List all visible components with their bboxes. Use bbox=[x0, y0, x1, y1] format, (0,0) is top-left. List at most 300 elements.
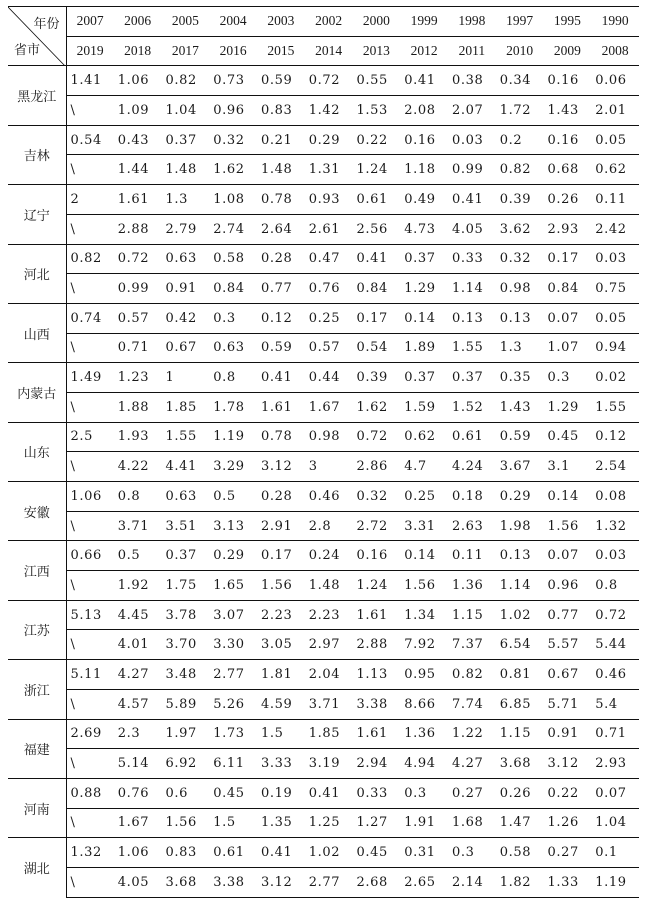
table-row-bottom bbox=[8, 333, 639, 363]
table-cell: 1.62 bbox=[353, 392, 401, 422]
table-cell: 3.68 bbox=[496, 749, 544, 779]
table-cell: 6.54 bbox=[496, 630, 544, 660]
table-cell: 2.56 bbox=[353, 214, 401, 244]
table-row-top bbox=[8, 482, 639, 512]
table-cell: 6.92 bbox=[162, 749, 210, 779]
table-cell: 1 bbox=[162, 363, 210, 393]
table-cell: 0.45 bbox=[353, 838, 401, 868]
table-cell: 0.33 bbox=[448, 244, 496, 274]
table-cell: 3.13 bbox=[209, 511, 257, 541]
table-cell: 1.34 bbox=[400, 600, 448, 630]
table-cell: 0.62 bbox=[591, 155, 639, 185]
table-cell: 0.31 bbox=[400, 838, 448, 868]
table-cell: 0.74 bbox=[66, 303, 114, 333]
table-cell: 2.04 bbox=[305, 660, 353, 690]
province-label: 吉林 bbox=[8, 125, 66, 184]
table-cell: 1.61 bbox=[353, 600, 401, 630]
table-cell: 1.04 bbox=[591, 808, 639, 838]
table-cell: 0.14 bbox=[400, 541, 448, 571]
table-cell: 0.07 bbox=[544, 303, 592, 333]
table-cell: 1.55 bbox=[448, 333, 496, 363]
table-cell: 2.07 bbox=[448, 96, 496, 126]
year-header-top: 1998 bbox=[448, 7, 496, 37]
table-cell: 0.03 bbox=[448, 125, 496, 155]
table-row-top bbox=[8, 600, 639, 630]
year-header-top: 2004 bbox=[209, 7, 257, 37]
table-cell: 1.52 bbox=[448, 392, 496, 422]
table-cell: 5.26 bbox=[209, 689, 257, 719]
table-cell: 2.65 bbox=[400, 867, 448, 897]
table-cell: 0.72 bbox=[114, 244, 162, 274]
year-header-top: 2002 bbox=[305, 7, 353, 37]
table-cell: 1.23 bbox=[114, 363, 162, 393]
table-cell: 0.16 bbox=[353, 541, 401, 571]
table-cell: 1.09 bbox=[114, 96, 162, 126]
table-cell: 1.42 bbox=[305, 96, 353, 126]
table-cell: 0.3 bbox=[209, 303, 257, 333]
year-header-bottom: 2008 bbox=[591, 36, 639, 66]
table-cell: 0.8 bbox=[591, 571, 639, 601]
table-cell: 0.83 bbox=[162, 838, 210, 868]
table-cell: 1.48 bbox=[162, 155, 210, 185]
table-row-bottom bbox=[8, 274, 639, 304]
table-cell: 3.38 bbox=[353, 689, 401, 719]
table-cell: \ bbox=[66, 630, 114, 660]
table-cell: 1.14 bbox=[496, 571, 544, 601]
table-cell: 1.67 bbox=[305, 392, 353, 422]
table-cell: 1.02 bbox=[496, 600, 544, 630]
table-row-top bbox=[8, 66, 639, 96]
table-cell: 1.56 bbox=[162, 808, 210, 838]
table-cell: 0.59 bbox=[257, 333, 305, 363]
year-header-top: 1999 bbox=[400, 7, 448, 37]
table-cell: 2.23 bbox=[305, 600, 353, 630]
table-cell: 0.57 bbox=[305, 333, 353, 363]
table-cell: 1.48 bbox=[257, 155, 305, 185]
table-cell: 1.89 bbox=[400, 333, 448, 363]
province-label: 江西 bbox=[8, 541, 66, 600]
table-cell: 1.61 bbox=[257, 392, 305, 422]
table-cell: 0.84 bbox=[209, 274, 257, 304]
table-cell: 0.33 bbox=[353, 778, 401, 808]
year-header-top: 2006 bbox=[114, 7, 162, 37]
table-cell: 1.24 bbox=[353, 155, 401, 185]
year-header-bottom: 2013 bbox=[353, 36, 401, 66]
table-cell: 3.48 bbox=[162, 660, 210, 690]
table-cell: \ bbox=[66, 333, 114, 363]
table-cell: 0.05 bbox=[591, 125, 639, 155]
table-cell: 0.3 bbox=[544, 363, 592, 393]
table-cell: 0.67 bbox=[544, 660, 592, 690]
table-cell: 0.16 bbox=[544, 66, 592, 96]
table-cell: 0.26 bbox=[544, 185, 592, 215]
table-cell: 4.59 bbox=[257, 689, 305, 719]
table-cell: 3.07 bbox=[209, 600, 257, 630]
table-cell: 6.11 bbox=[209, 749, 257, 779]
table-cell: 2.93 bbox=[544, 214, 592, 244]
table-cell: 1.36 bbox=[400, 719, 448, 749]
table-cell: 3.67 bbox=[496, 452, 544, 482]
year-header-top: 2003 bbox=[257, 7, 305, 37]
table-cell: 1.19 bbox=[591, 867, 639, 897]
table-cell: 1.56 bbox=[544, 511, 592, 541]
table-cell: 1.68 bbox=[448, 808, 496, 838]
table-cell: 0.68 bbox=[544, 155, 592, 185]
table-cell: 1.41 bbox=[66, 66, 114, 96]
table-cell: 0.11 bbox=[448, 541, 496, 571]
table-cell: 0.76 bbox=[114, 778, 162, 808]
table-cell: 0.03 bbox=[591, 541, 639, 571]
table-cell: 1.29 bbox=[544, 392, 592, 422]
year-header-top: 1995 bbox=[544, 7, 592, 37]
province-label: 江苏 bbox=[8, 600, 66, 659]
table-cell: 2.86 bbox=[353, 452, 401, 482]
table-cell: 2.8 bbox=[305, 511, 353, 541]
corner-cell bbox=[8, 7, 66, 66]
table-cell: 0.07 bbox=[591, 778, 639, 808]
table-cell: 0.58 bbox=[209, 244, 257, 274]
table-cell: 1.44 bbox=[114, 155, 162, 185]
table-cell: 1.78 bbox=[209, 392, 257, 422]
table-cell: 0.54 bbox=[66, 125, 114, 155]
table-cell: 1.61 bbox=[114, 185, 162, 215]
table-cell: 2.5 bbox=[66, 422, 114, 452]
table-cell: 2.69 bbox=[66, 719, 114, 749]
table-cell: 1.97 bbox=[162, 719, 210, 749]
table-cell: 0.46 bbox=[305, 482, 353, 512]
province-label: 山东 bbox=[8, 422, 66, 481]
table-cell: 0.63 bbox=[162, 244, 210, 274]
table-cell: 2.97 bbox=[305, 630, 353, 660]
table-cell: 0.43 bbox=[114, 125, 162, 155]
table-cell: 0.17 bbox=[353, 303, 401, 333]
table-cell: \ bbox=[66, 274, 114, 304]
table-cell: 2.68 bbox=[353, 867, 401, 897]
table-cell: 0.3 bbox=[400, 778, 448, 808]
table-cell: 4.22 bbox=[114, 452, 162, 482]
table-cell: 0.32 bbox=[209, 125, 257, 155]
table-cell: 0.1 bbox=[591, 838, 639, 868]
table-row-bottom bbox=[8, 452, 639, 482]
table-cell: 5.13 bbox=[66, 600, 114, 630]
table-cell: 0.12 bbox=[591, 422, 639, 452]
table-cell: 0.19 bbox=[257, 778, 305, 808]
table-cell: 2.54 bbox=[591, 452, 639, 482]
year-header-bottom: 2018 bbox=[114, 36, 162, 66]
table-cell: 3.38 bbox=[209, 867, 257, 897]
table-cell: 3.12 bbox=[257, 867, 305, 897]
table-cell: 0.3 bbox=[448, 838, 496, 868]
table-cell: 0.58 bbox=[496, 838, 544, 868]
table-cell: 4.45 bbox=[114, 600, 162, 630]
year-header-top: 2005 bbox=[162, 7, 210, 37]
header-row-years-top bbox=[8, 7, 639, 37]
table-cell: 1.3 bbox=[162, 185, 210, 215]
table-cell: 2.64 bbox=[257, 214, 305, 244]
table-cell: 0.96 bbox=[544, 571, 592, 601]
table-cell: 8.66 bbox=[400, 689, 448, 719]
table-row-top bbox=[8, 719, 639, 749]
table-cell: 1.24 bbox=[353, 571, 401, 601]
table-cell: 0.37 bbox=[400, 363, 448, 393]
table-cell: 0.47 bbox=[305, 244, 353, 274]
province-label: 湖北 bbox=[8, 838, 66, 897]
table-cell: 0.39 bbox=[496, 185, 544, 215]
table-cell: 2.08 bbox=[400, 96, 448, 126]
table-cell: 3.62 bbox=[496, 214, 544, 244]
table-cell: \ bbox=[66, 689, 114, 719]
table-cell: 1.18 bbox=[400, 155, 448, 185]
table-cell: 0.22 bbox=[353, 125, 401, 155]
table-cell: 0.12 bbox=[257, 303, 305, 333]
table-cell: 0.46 bbox=[591, 660, 639, 690]
table-cell: 0.61 bbox=[209, 838, 257, 868]
table-row-top bbox=[8, 422, 639, 452]
table-cell: 2.74 bbox=[209, 214, 257, 244]
table-cell: 1.33 bbox=[544, 867, 592, 897]
table-cell: 1.14 bbox=[448, 274, 496, 304]
table-cell: 1.07 bbox=[544, 333, 592, 363]
table-cell: 0.75 bbox=[591, 274, 639, 304]
table-cell: 0.77 bbox=[257, 274, 305, 304]
province-label: 内蒙古 bbox=[8, 363, 66, 422]
table-row-top bbox=[8, 838, 639, 868]
data-table-container bbox=[8, 6, 639, 898]
table-cell: 5.11 bbox=[66, 660, 114, 690]
table-cell: 0.84 bbox=[353, 274, 401, 304]
table-cell: 0.16 bbox=[544, 125, 592, 155]
table-cell: 2.14 bbox=[448, 867, 496, 897]
table-cell: 3.51 bbox=[162, 511, 210, 541]
table-cell: 2.77 bbox=[305, 867, 353, 897]
table-cell: 5.14 bbox=[114, 749, 162, 779]
table-row-bottom bbox=[8, 511, 639, 541]
table-cell: 0.38 bbox=[448, 66, 496, 96]
table-cell: 0.18 bbox=[448, 482, 496, 512]
year-header-top: 1997 bbox=[496, 7, 544, 37]
table-cell: 1.15 bbox=[496, 719, 544, 749]
table-cell: 0.62 bbox=[400, 422, 448, 452]
table-cell: 0.59 bbox=[496, 422, 544, 452]
table-cell: 0.76 bbox=[305, 274, 353, 304]
header-row-years-bottom bbox=[8, 36, 639, 66]
table-cell: \ bbox=[66, 392, 114, 422]
table-cell: 1.06 bbox=[66, 482, 114, 512]
table-cell: \ bbox=[66, 452, 114, 482]
table-cell: 1.47 bbox=[496, 808, 544, 838]
table-cell: 0.05 bbox=[591, 303, 639, 333]
table-cell: 1.31 bbox=[305, 155, 353, 185]
table-cell: 1.29 bbox=[400, 274, 448, 304]
table-cell: 0.8 bbox=[209, 363, 257, 393]
table-cell: 0.37 bbox=[400, 244, 448, 274]
table-body bbox=[8, 66, 639, 897]
year-header-bottom: 2009 bbox=[544, 36, 592, 66]
table-cell: \ bbox=[66, 808, 114, 838]
table-cell: 0.27 bbox=[544, 838, 592, 868]
table-cell: 0.94 bbox=[591, 333, 639, 363]
table-row-top bbox=[8, 363, 639, 393]
table-cell: 3.19 bbox=[305, 749, 353, 779]
table-cell: 1.85 bbox=[305, 719, 353, 749]
table-cell: 0.49 bbox=[400, 185, 448, 215]
table-cell: 3.1 bbox=[544, 452, 592, 482]
table-cell: 1.92 bbox=[114, 571, 162, 601]
table-row-bottom bbox=[8, 155, 639, 185]
table-cell: 0.71 bbox=[114, 333, 162, 363]
table-cell: 1.25 bbox=[305, 808, 353, 838]
table-cell: 0.99 bbox=[448, 155, 496, 185]
table-cell: 0.41 bbox=[257, 363, 305, 393]
table-cell: 0.8 bbox=[114, 482, 162, 512]
table-cell: 0.61 bbox=[448, 422, 496, 452]
table-cell: 4.24 bbox=[448, 452, 496, 482]
table-cell: 1.85 bbox=[162, 392, 210, 422]
table-cell: 0.84 bbox=[544, 274, 592, 304]
table-cell: 1.62 bbox=[209, 155, 257, 185]
table-cell: 3.29 bbox=[209, 452, 257, 482]
table-cell: 0.57 bbox=[114, 303, 162, 333]
table-row-bottom bbox=[8, 867, 639, 897]
table-cell: 1.73 bbox=[209, 719, 257, 749]
table-row-top bbox=[8, 778, 639, 808]
table-cell: 0.25 bbox=[400, 482, 448, 512]
table-cell: 2.42 bbox=[591, 214, 639, 244]
table-cell: 0.37 bbox=[162, 541, 210, 571]
table-cell: 1.04 bbox=[162, 96, 210, 126]
table-row-bottom bbox=[8, 630, 639, 660]
table-cell: 0.21 bbox=[257, 125, 305, 155]
table-cell: 0.17 bbox=[257, 541, 305, 571]
table-cell: 0.91 bbox=[162, 274, 210, 304]
table-cell: 1.5 bbox=[209, 808, 257, 838]
table-cell: \ bbox=[66, 96, 114, 126]
table-cell: 0.26 bbox=[496, 778, 544, 808]
table-cell: 0.45 bbox=[544, 422, 592, 452]
table-cell: 0.07 bbox=[544, 541, 592, 571]
table-cell: 0.37 bbox=[162, 125, 210, 155]
table-cell: \ bbox=[66, 155, 114, 185]
table-cell: 0.25 bbox=[305, 303, 353, 333]
table-cell: 1.43 bbox=[496, 392, 544, 422]
year-header-bottom: 2019 bbox=[66, 36, 114, 66]
table-cell: 2.93 bbox=[591, 749, 639, 779]
province-label: 黑龙江 bbox=[8, 66, 66, 125]
table-cell: 1.22 bbox=[448, 719, 496, 749]
table-cell: 2.3 bbox=[114, 719, 162, 749]
table-cell: 1.65 bbox=[209, 571, 257, 601]
table-cell: 0.5 bbox=[114, 541, 162, 571]
table-cell: 2.01 bbox=[591, 96, 639, 126]
table-cell: 1.55 bbox=[591, 392, 639, 422]
table-cell: 0.22 bbox=[544, 778, 592, 808]
table-cell: 1.48 bbox=[305, 571, 353, 601]
table-cell: 1.91 bbox=[400, 808, 448, 838]
table-cell: 0.34 bbox=[496, 66, 544, 96]
table-row-bottom bbox=[8, 392, 639, 422]
table-cell: 3.78 bbox=[162, 600, 210, 630]
table-cell: 1.59 bbox=[400, 392, 448, 422]
table-cell: 0.42 bbox=[162, 303, 210, 333]
table-cell: 0.35 bbox=[496, 363, 544, 393]
table-row-bottom bbox=[8, 689, 639, 719]
table-cell: 0.28 bbox=[257, 244, 305, 274]
province-label: 河南 bbox=[8, 778, 66, 837]
table-cell: 0.81 bbox=[496, 660, 544, 690]
table-cell: 1.15 bbox=[448, 600, 496, 630]
table-cell: 0.41 bbox=[400, 66, 448, 96]
table-cell: 2.88 bbox=[114, 214, 162, 244]
table-cell: 2.77 bbox=[209, 660, 257, 690]
table-cell: 0.02 bbox=[591, 363, 639, 393]
table-cell: 0.61 bbox=[353, 185, 401, 215]
table-cell: 1.81 bbox=[257, 660, 305, 690]
table-cell: 0.66 bbox=[66, 541, 114, 571]
table-cell: 0.63 bbox=[209, 333, 257, 363]
table-cell: 3.05 bbox=[257, 630, 305, 660]
year-header-top: 2007 bbox=[66, 7, 114, 37]
table-cell: 2.79 bbox=[162, 214, 210, 244]
table-cell: 0.32 bbox=[353, 482, 401, 512]
table-cell: \ bbox=[66, 571, 114, 601]
table-cell: 0.29 bbox=[305, 125, 353, 155]
table-cell: 1.19 bbox=[209, 422, 257, 452]
table-cell: 0.96 bbox=[209, 96, 257, 126]
table-cell: 0.63 bbox=[162, 482, 210, 512]
table-cell: 7.74 bbox=[448, 689, 496, 719]
province-label: 安徽 bbox=[8, 482, 66, 541]
table-cell: 0.27 bbox=[448, 778, 496, 808]
table-cell: 0.73 bbox=[209, 66, 257, 96]
province-label: 福建 bbox=[8, 719, 66, 778]
table-cell: 1.53 bbox=[353, 96, 401, 126]
table-cell: 1.06 bbox=[114, 66, 162, 96]
year-header-bottom: 2016 bbox=[209, 36, 257, 66]
table-cell: 0.08 bbox=[591, 482, 639, 512]
table-row-bottom bbox=[8, 96, 639, 126]
table-cell: 1.43 bbox=[544, 96, 592, 126]
table-cell: 3.68 bbox=[162, 867, 210, 897]
table-cell: 7.92 bbox=[400, 630, 448, 660]
table-cell: 0.72 bbox=[353, 422, 401, 452]
province-label: 辽宁 bbox=[8, 185, 66, 244]
table-cell: 0.32 bbox=[496, 244, 544, 274]
table-cell: 0.95 bbox=[400, 660, 448, 690]
table-cell: 5.4 bbox=[591, 689, 639, 719]
table-cell: 0.41 bbox=[257, 838, 305, 868]
table-cell: 0.82 bbox=[496, 155, 544, 185]
table-cell: 0.6 bbox=[162, 778, 210, 808]
table-cell: 1.93 bbox=[114, 422, 162, 452]
table-row-bottom bbox=[8, 214, 639, 244]
table-cell: 4.27 bbox=[114, 660, 162, 690]
table-cell: \ bbox=[66, 214, 114, 244]
table-cell: 0.17 bbox=[544, 244, 592, 274]
table-cell: 2.23 bbox=[257, 600, 305, 630]
table-cell: 0.06 bbox=[591, 66, 639, 96]
table-cell: 0.41 bbox=[305, 778, 353, 808]
year-header-bottom: 2014 bbox=[305, 36, 353, 66]
table-cell: 0.78 bbox=[257, 185, 305, 215]
table-cell: \ bbox=[66, 511, 114, 541]
year-header-top: 1990 bbox=[591, 7, 639, 37]
table-cell: 7.37 bbox=[448, 630, 496, 660]
table-cell: 3.33 bbox=[257, 749, 305, 779]
table-cell: 4.05 bbox=[448, 214, 496, 244]
table-row-bottom bbox=[8, 571, 639, 601]
table-cell: 0.24 bbox=[305, 541, 353, 571]
table-cell: 1.55 bbox=[162, 422, 210, 452]
